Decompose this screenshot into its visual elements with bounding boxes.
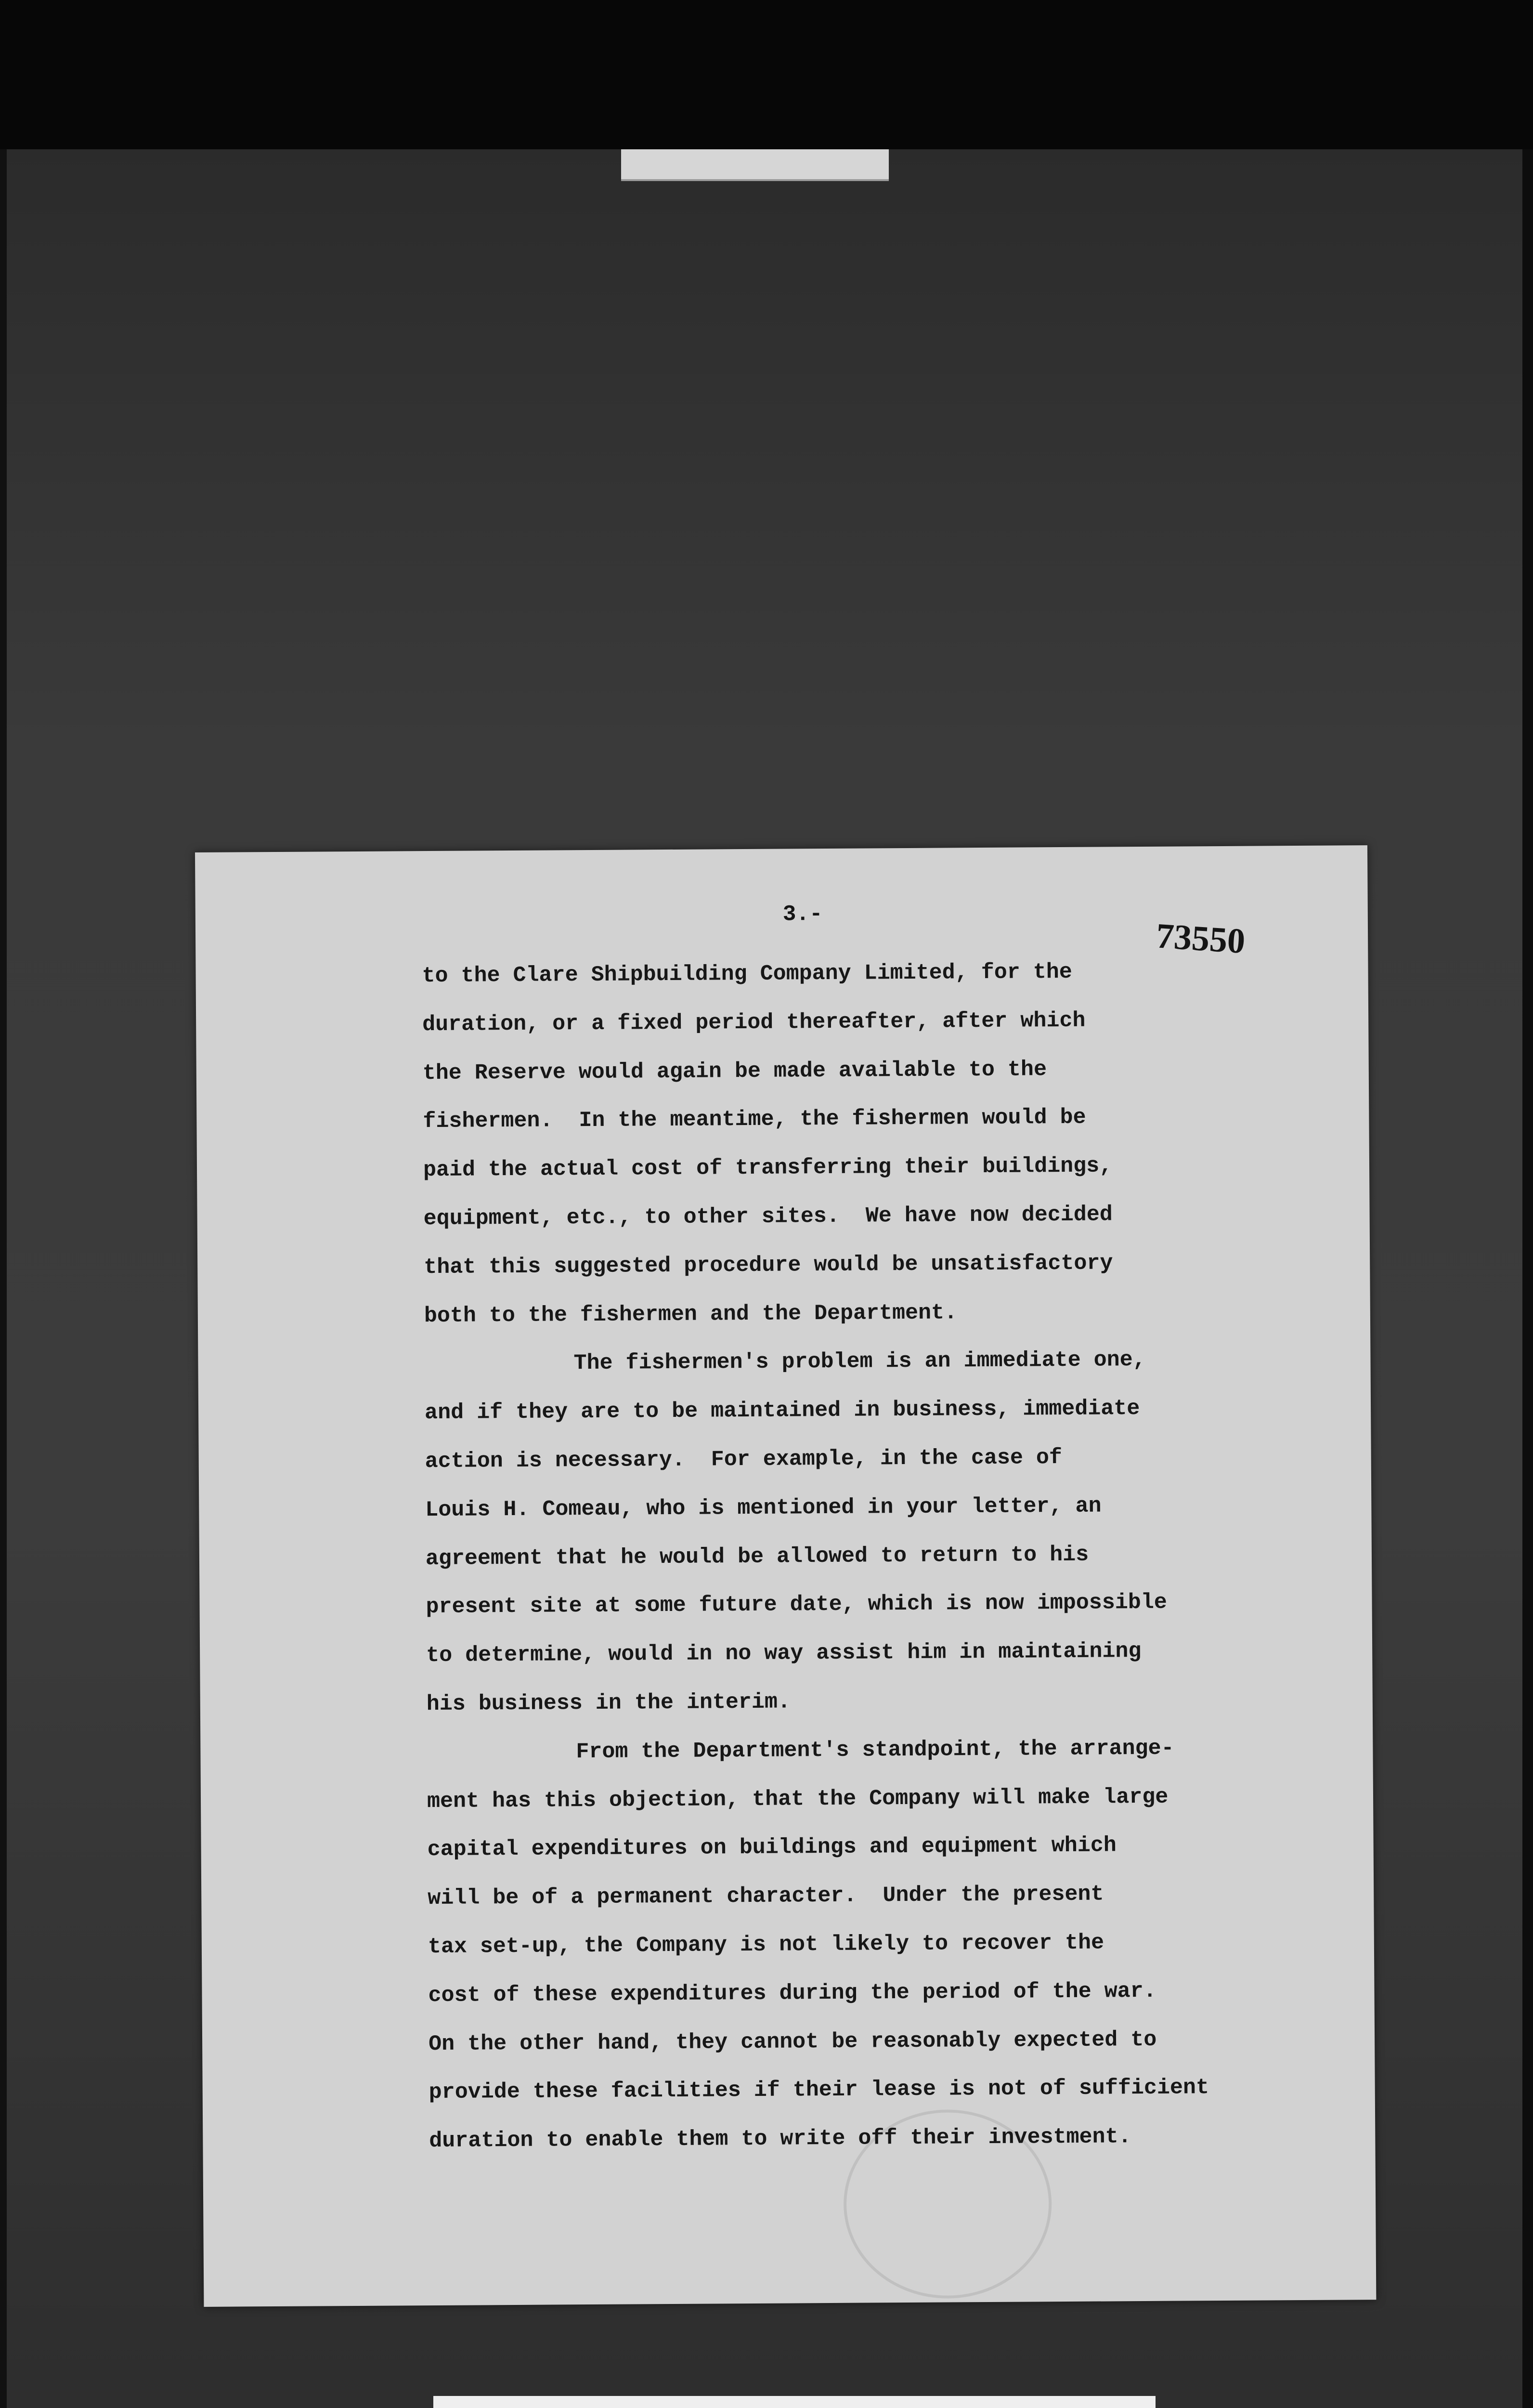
page-number: 3.- bbox=[782, 902, 823, 927]
paragraph-1: to the Clare Shipbuilding Company Limited, for the duration, or a fixed period thereafter, after which the Reserve would again be made available to the fishermen. In the meantime, the fishermen would be paid the actual cost of transferring their buildings, equipment, etc., to other sites. We have now decided that this suggested procedure would be unsatisfactory both to the fishermen and the Department. bbox=[422, 959, 1113, 1328]
film-top-border bbox=[0, 0, 1533, 149]
film-right-edge bbox=[1522, 149, 1533, 2408]
letter-body bbox=[422, 946, 1353, 2166]
volume-label bbox=[433, 2396, 1156, 2408]
film-left-edge bbox=[0, 149, 7, 2408]
letter-page bbox=[195, 845, 1376, 2307]
document-stamp-number: 73550 bbox=[1155, 916, 1247, 962]
paragraph-3: From the Department's standpoint, the arrange- ment has this objection, that the Company will make large capital expenditures on buildings and equipment which will be of a permanent character. Under the present tax set-up, the Company is not likely to recover the cost of these expenditures during the period of the war. On the other hand, they cannot be reasonably expected to provide these facilities if their lease is not of sufficient duration to enable them to write off their investment. bbox=[427, 1736, 1209, 2154]
paragraph-2: The fishermen's problem is an immediate one, and if they are to be maintained in business, immediate action is necessary. For example, in the case of Louis H. Comeau, who is mentioned in your letter, an agreement that he would be allowed to return to his present site at some future date, which is now impossible to determine, would in no way assist him in maintaining his business in the interim. bbox=[424, 1348, 1167, 1717]
top-paper-tab bbox=[621, 149, 889, 181]
